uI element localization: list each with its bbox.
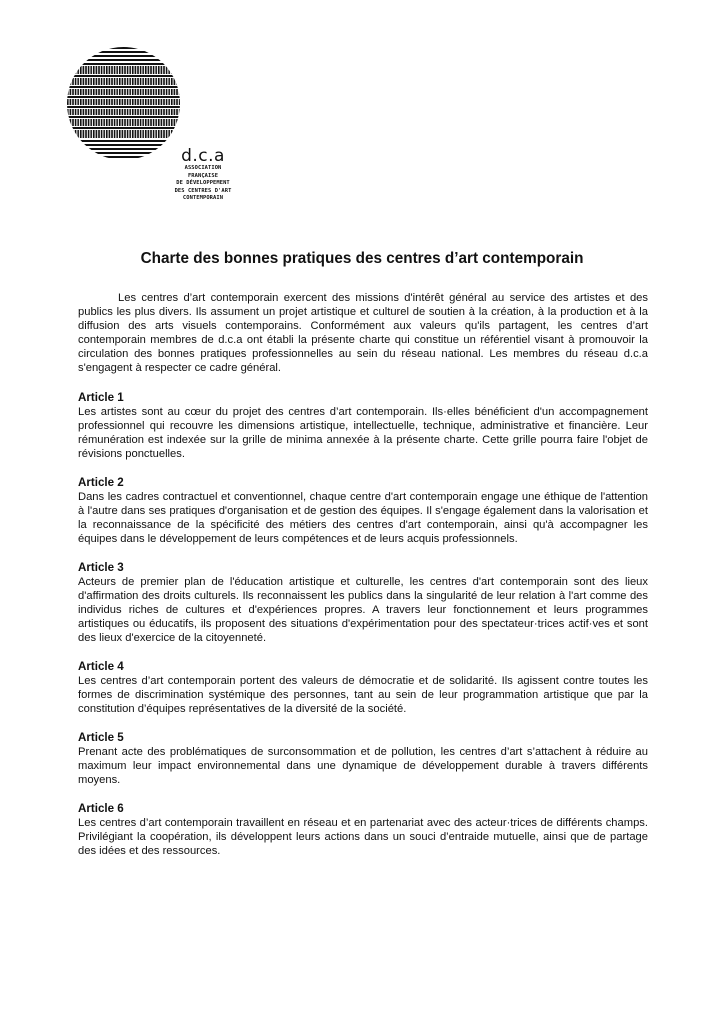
document-body (78, 291, 648, 873)
article-text: Les centres d’art contemporain portent des valeurs de démocratie et de solidarité. Ils agissent contre toutes les formes de discrimination systémique des personnes, tant au sein de leur programmation artistique que par la constitution d’équipes représentatives de la diversité de la société. (78, 675, 648, 715)
article-text: Dans les cadres contractuel et conventionnel, chaque centre d'art contemporain engage une éthique de l'attention à l'autre dans ses pratiques d'organisation et de gestion des équipes. Il s'engage également dans la valorisation et la reconnaissance de la spécificité des métiers des centres d'art contemporain, ainsi qu'à accompagner les équipes dans le développement de leurs compétences et de leurs acquis professionnels. (78, 491, 648, 545)
article-text: Prenant acte des problématiques de surconsommation et de pollution, les centres d’art s’attachent à réduire au maximum leur impact environnemental dans une dynamique de développement durable à travers différents moyens. (78, 746, 648, 786)
intro-paragraph: Les centres d’art contemporain exercent des missions d'intérêt général au service des artistes et des publics les plus divers. Ils assument un projet artistique et culturel de soutien à la création, à la production et à la diffusion des arts visuels contemporains. Conformément aux valeurs qu'ils partagent, les centres d’art contemporain membres de d.c.a ont établi la présente charte qui constitue un référentiel visant à promouvoir la circulation des bonnes pratiques professionnelles au sein du réseau national. Les membres du réseau d.c.a s'engagent à respecter ce cadre général. (78, 292, 648, 374)
article-heading: Article 5 (78, 731, 124, 744)
brand-subtitle-line: FRANÇAISE (187, 172, 219, 179)
article-5 (78, 731, 648, 787)
brand-block (168, 147, 238, 203)
article-text: Les centres d’art contemporain travaillent en réseau et en partenariat avec des acteur·trices de différents champs. Privilégiant la coopération, ils développent leurs actions dans un souci d’entraide mutuelle, ainsi que de partage des idées et des ressources. (78, 817, 648, 857)
article-2 (78, 476, 648, 546)
article-heading: Article 3 (78, 561, 124, 574)
article-heading: Article 2 (78, 476, 124, 489)
striped-circle-logo-icon (67, 47, 180, 160)
brand-subtitle-line: DE DÉVELOPPEMENT (176, 180, 230, 187)
article-heading: Article 4 (78, 660, 124, 673)
article-text: Les artistes sont au cœur du projet des centres d’art contemporain. Ils·elles bénéficient d'un accompagnement professionnel qui recouvre les dimensions artistique, intellectuelle, technique, administrative et financière. Leur rémunération est indexée sur la grille de minima annexée à la présente charte. Cette grille pourra faire l'objet de révisions ponctuelles. (78, 406, 648, 460)
article-6 (78, 802, 648, 858)
document-title: Charte des bonnes pratiques des centres d’art contemporain (140, 250, 584, 268)
brand-subtitle-line: CONTEMPORAIN (182, 195, 224, 202)
article-heading: Article 6 (78, 802, 124, 815)
article-text: Acteurs de premier plan de l'éducation artistique et culturelle, les centres d'art contemporain sont des lieux d'affirmation des droits culturels. Ils reconnaissent les publics dans la singularité de leur relation à l'art comme des individus riches de cultures et d'expériences propres. A travers leur fonctionnement et leurs programmes artistiques ou éducatifs, ils proposent des situations d'expérimentation pour des spectateur·trices actif·ves et sont des lieux d'exercice de la citoyenneté. (78, 576, 648, 644)
brand-subtitle-line: ASSOCIATION (184, 165, 222, 171)
brand-subtitle-line: DES CENTRES D'ART (174, 187, 232, 194)
article-4 (78, 660, 648, 716)
brand-name: d.c.a (181, 146, 225, 166)
article-3 (78, 561, 648, 645)
article-heading: Article 1 (78, 391, 124, 404)
article-1 (78, 391, 648, 461)
